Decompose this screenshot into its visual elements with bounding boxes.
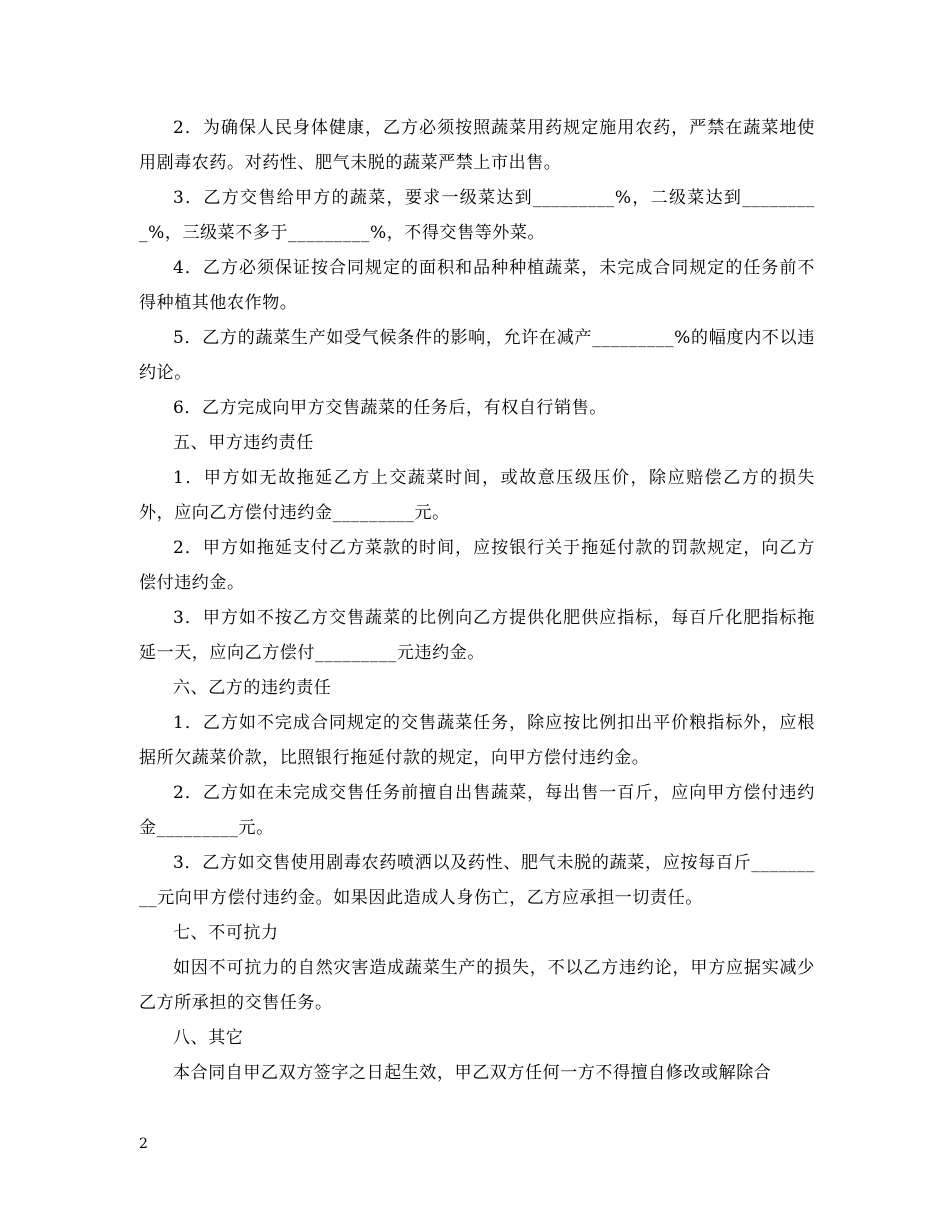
clause-5-3: 3．甲方如不按乙方交售蔬菜的比例向乙方提供化肥供应指标，每百斤化肥指标拖延一天，应向乙方偿付_________元违约金。 [139, 608, 815, 663]
section-heading-8: 八、其它 [173, 1028, 244, 1048]
section-heading-7: 七、不可抗力 [173, 923, 279, 943]
clause-4-3: 3．乙方交售给甲方的蔬菜，要求一级菜达到_________%，二级菜达到_________%，三级菜不多于_________%，不得交售等外菜。 [139, 188, 815, 243]
clause-4-6: 6．乙方完成向甲方交售蔬菜的任务后，有权自行销售。 [173, 398, 607, 418]
clause-5-1: 1．甲方如无故拖延乙方上交蔬菜时间，或故意压级压价，除应赔偿乙方的损失外，应向乙方偿付违约金_________元。 [139, 468, 815, 523]
contract-body [139, 111, 815, 1091]
clause-6-3: 3．乙方如交售使用剧毒农药喷洒以及药性、肥气未脱的蔬菜，应按每百斤_________元向甲方偿付违约金。如果因此造成人身伤亡，乙方应承担一切责任。 [139, 853, 815, 908]
clause-4-4: 4．乙方必须保证按合同规定的面积和品种种植蔬菜，未完成合同规定的任务前不得种植其他农作物。 [139, 258, 815, 313]
page-number: 2 [139, 1136, 148, 1152]
clause-4-5: 5．乙方的蔬菜生产如受气候条件的影响，允许在减产_________%的幅度内不以违约论。 [139, 328, 815, 383]
section-heading-6: 六、乙方的违约责任 [173, 678, 332, 698]
clause-8-text: 本合同自甲乙双方签字之日起生效，甲乙双方任何一方不得擅自修改或解除合 [173, 1063, 772, 1083]
clause-6-2: 2．乙方如在未完成交售任务前擅自出售蔬菜，每出售一百斤，应向甲方偿付违约金_________元。 [139, 783, 815, 838]
section-heading-5: 五、甲方违约责任 [173, 433, 314, 453]
clause-6-1: 1．乙方如不完成合同规定的交售蔬菜任务，除应按比例扣出平价粮指标外，应根据所欠蔬菜价款，比照银行拖延付款的规定，向甲方偿付违约金。 [139, 713, 815, 768]
clause-7-text: 如因不可抗力的自然灾害造成蔬菜生产的损失，不以乙方违约论，甲方应据实减少乙方所承担的交售任务。 [139, 958, 815, 1013]
clause-4-2: 2．为确保人民身体健康，乙方必须按照蔬菜用药规定施用农药，严禁在蔬菜地使用剧毒农药。对药性、肥气未脱的蔬菜严禁上市出售。 [139, 118, 815, 173]
clause-5-2: 2．甲方如拖延支付乙方菜款的时间，应按银行关于拖延付款的罚款规定，向乙方偿付违约金。 [139, 538, 815, 593]
